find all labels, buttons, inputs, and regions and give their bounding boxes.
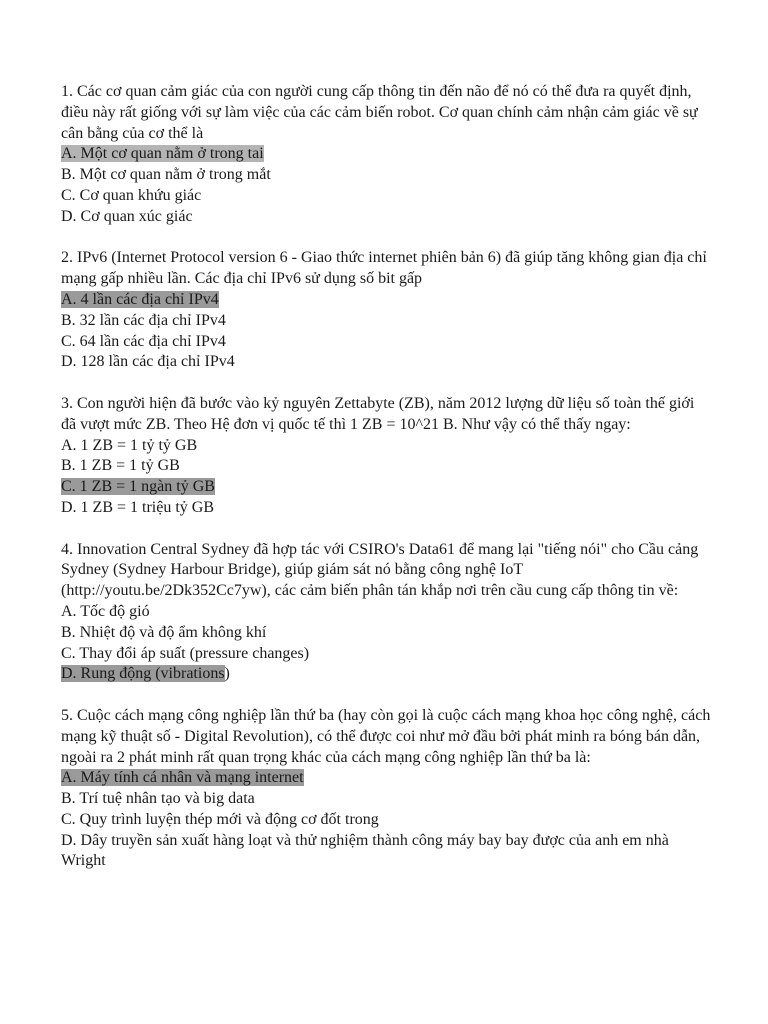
question-1 xyxy=(61,82,711,228)
option-text: D. 128 lần các địa chỉ IPv4 xyxy=(61,353,235,371)
option-text: C. Thay đổi áp suất (pressure changes) xyxy=(61,644,310,662)
option-d xyxy=(61,498,711,519)
option-b xyxy=(61,165,711,186)
option-text: B. Nhiệt độ và độ ẩm không khí xyxy=(61,623,267,641)
answer-highlight: A. Máy tính cá nhân và mạng internet xyxy=(61,769,304,787)
question-text: 2. IPv6 (Internet Protocol version 6 - Giao thức internet phiên bản 6) đã giúp tăng không gian địa chỉ mạng gấp nhiều lần. Các địa chỉ IPv6 sử dụng số bit gấp xyxy=(61,249,707,288)
option-text: A. Tốc độ gió xyxy=(61,602,150,620)
option-text: B. 1 ZB = 1 tỷ GB xyxy=(61,457,180,475)
option-d xyxy=(61,352,711,373)
question-3 xyxy=(61,394,711,519)
question-2 xyxy=(61,248,711,373)
answer-highlight: C. 1 ZB = 1 ngàn tỷ GB xyxy=(61,478,215,496)
option-text: ) xyxy=(224,665,230,683)
option-b xyxy=(61,623,711,644)
option-b xyxy=(61,311,711,332)
question-5 xyxy=(61,706,711,872)
option-text: C. 64 lần các địa chỉ IPv4 xyxy=(61,332,226,350)
question-text: 1. Các cơ quan cảm giác của con người cung cấp thông tin đến não để nó có thể đưa ra quyết định, điều này rất giống với sự làm việc của các cảm biến robot. Cơ quan chính cảm nhận cảm giác về sự cân bằng của cơ thể là xyxy=(61,83,698,142)
option-b xyxy=(61,456,711,477)
option-c xyxy=(61,186,711,207)
question-text: 4. Innovation Central Sydney đã hợp tác với CSIRO's Data61 để mang lại "tiếng nói" cho Cầu cảng Sydney (Sydney Harbour Bridge), giúp giám sát nó bằng công nghệ IoT (http://youtu.be/2Dk352Cc7yw), các cảm biến phân tán khắp nơi trên cầu cung cấp thông tin về: xyxy=(61,540,699,600)
option-a xyxy=(61,290,711,311)
option-text: D. Dây truyền sản xuất hàng loạt và thử nghiệm thành công máy bay bay được của anh em nhà Wright xyxy=(61,831,669,870)
option-c xyxy=(61,477,711,498)
option-text: D. Cơ quan xúc giác xyxy=(61,207,193,225)
option-text: A. 1 ZB = 1 tỷ tỷ GB xyxy=(61,436,198,454)
answer-highlight: D. Rung động (vibrations xyxy=(61,665,225,683)
option-c xyxy=(61,810,711,831)
option-text: D. 1 ZB = 1 triệu tỷ GB xyxy=(61,498,215,516)
option-text: C. Quy trình luyện thép mới và động cơ đốt trong xyxy=(61,810,379,828)
option-c xyxy=(61,644,711,665)
option-b xyxy=(61,789,711,810)
option-d xyxy=(61,207,711,228)
option-d xyxy=(61,664,711,685)
option-a xyxy=(61,436,711,457)
option-a xyxy=(61,768,711,789)
option-text: B. Một cơ quan nằm ở trong mắt xyxy=(61,166,271,184)
question-text: 5. Cuộc cách mạng công nghiệp lần thứ ba (hay còn gọi là cuộc cách mạng khoa học công nghệ, cách mạng kỹ thuật số - Digital Revolution), có thể được coi như mở đầu bởi phát minh ra bóng bán dẫn, ngoài ra 2 phát minh rất quan trọng khác của cách mạng công nghiệp lần thứ ba là: xyxy=(61,706,711,766)
option-text: B. Trí tuệ nhân tạo và big data xyxy=(61,790,255,808)
option-text: B. 32 lần các địa chỉ IPv4 xyxy=(61,311,226,329)
option-text: C. Cơ quan khứu giác xyxy=(61,186,202,204)
answer-highlight: A. Một cơ quan nằm ở trong tai xyxy=(61,145,264,163)
quiz-document xyxy=(61,82,711,893)
answer-highlight: A. 4 lần các địa chỉ IPv4 xyxy=(61,290,219,308)
option-d xyxy=(61,831,711,873)
question-4 xyxy=(61,540,711,686)
option-c xyxy=(61,332,711,353)
option-a xyxy=(61,602,711,623)
option-a xyxy=(61,144,711,165)
question-text: 3. Con người hiện đã bước vào kỷ nguyên Zettabyte (ZB), năm 2012 lượng dữ liệu số toàn thế giới đã vượt mức ZB. Theo Hệ đơn vị quốc tế thì 1 ZB = 10^21 B. Như vậy có thể thấy ngay: xyxy=(61,394,695,433)
